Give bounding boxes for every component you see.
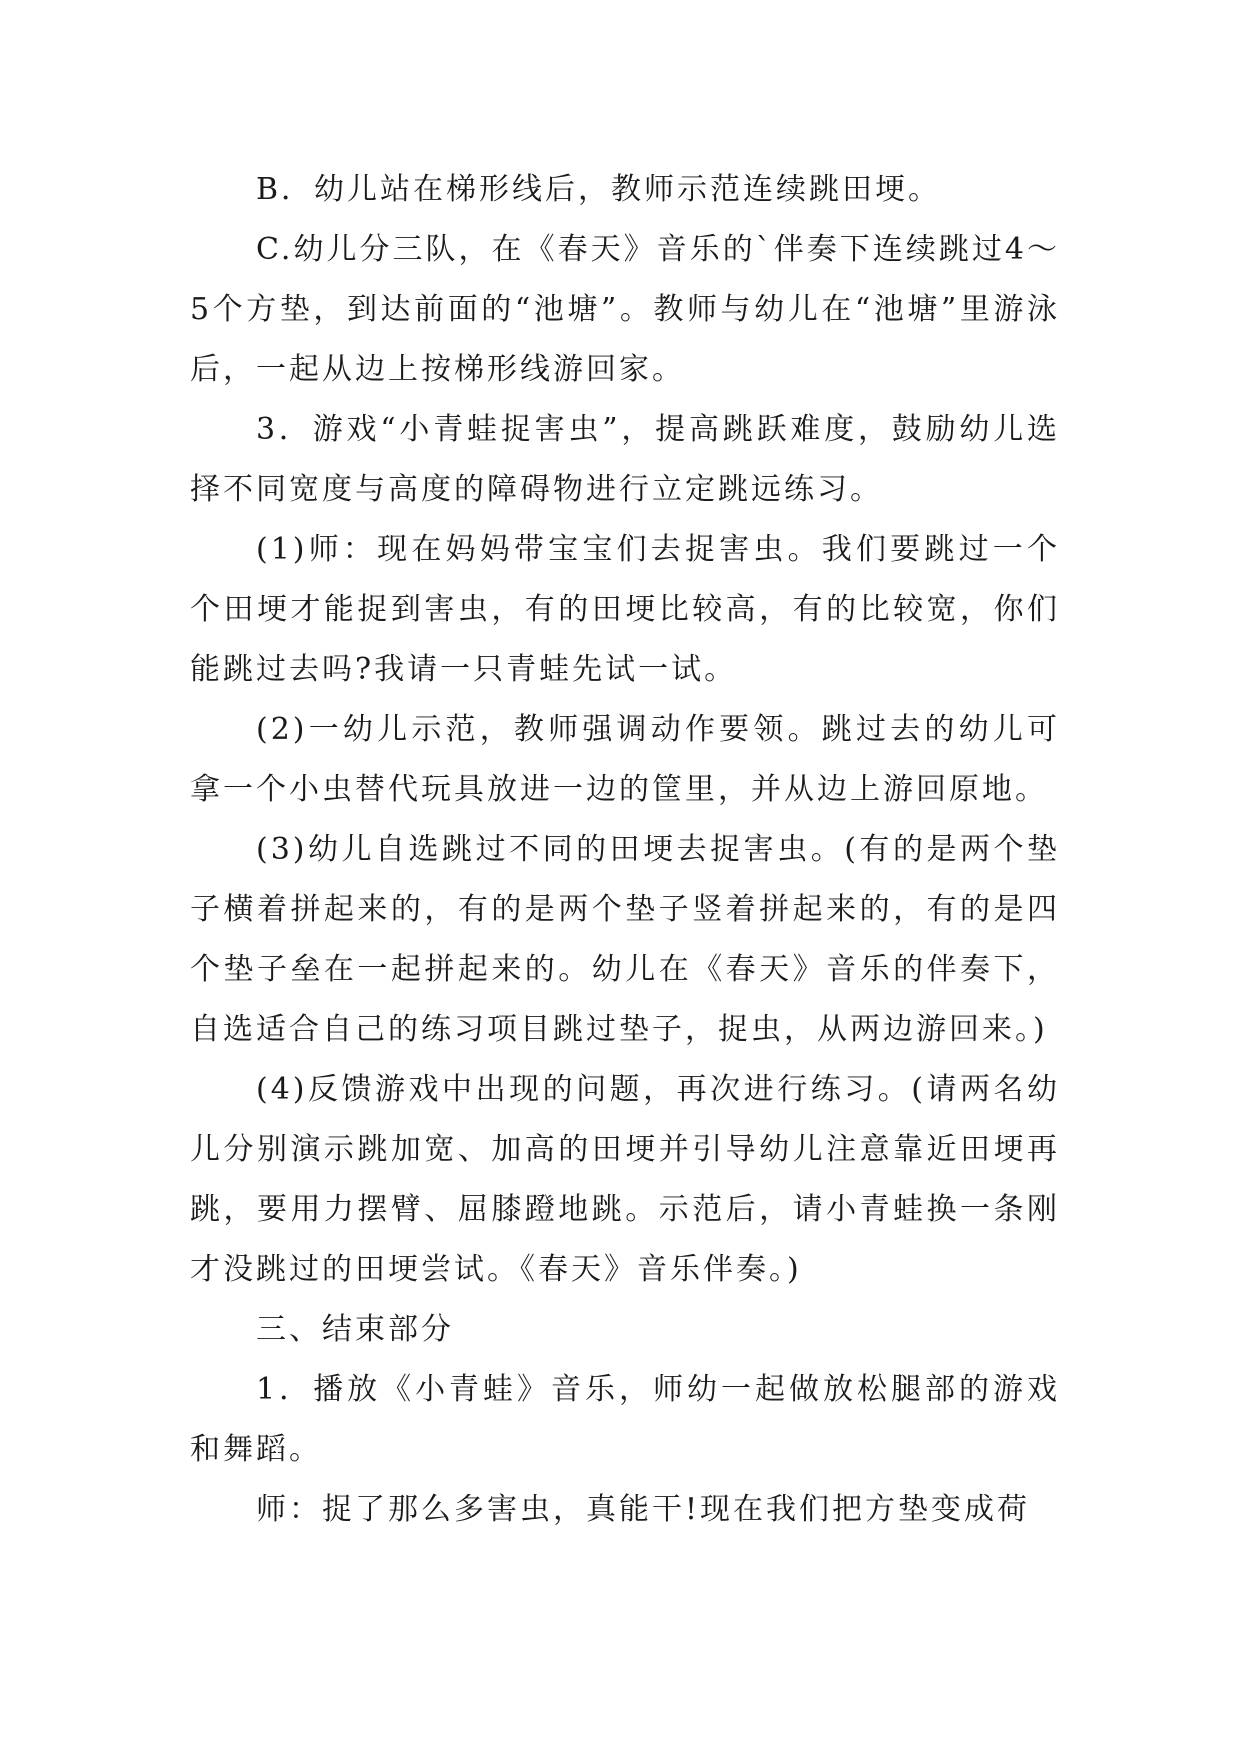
paragraph-item-2: (2)一幼儿示范，教师强调动作要领。跳过去的幼儿可拿一个小虫替代玩具放进一边的筐里，并从边上游回原地。 [190, 712, 1060, 807]
paragraph-item-1: (1)师：现在妈妈带宝宝们去捉害虫。我们要跳过一个个田埂才能捉到害虫，有的田埂比较高，有的比较宽，你们能跳过去吗?我请一只青蛙先试一试。 [190, 532, 1060, 687]
paragraph-teacher-line: 师：捉了那么多害虫，真能干!现在我们把方垫变成荷 [256, 1492, 1031, 1527]
paragraph-game-3: 3．游戏“小青蛙捉害虫”，提高跳跃难度，鼓励幼儿选择不同宽度与高度的障碍物进行立定跳远练习。 [190, 412, 1060, 507]
paragraph-step-b: B．幼儿站在梯形线后，教师示范连续跳田埂。 [256, 172, 942, 207]
section-heading-ending: 三、结束部分 [256, 1312, 454, 1347]
paragraph-ending-1: 1．播放《小青蛙》音乐，师幼一起做放松腿部的游戏和舞蹈。 [190, 1372, 1060, 1467]
paragraph-item-4: (4)反馈游戏中出现的问题，再次进行练习。(请两名幼儿分别演示跳加宽、加高的田埂并引导幼儿注意靠近田埂再跳，要用力摆臂、屈膝蹬地跳。示范后，请小青蛙换一条刚才没跳过的田埂尝试。《春天》音乐伴奏。) [190, 1072, 1060, 1287]
paragraph-item-3: (3)幼儿自选跳过不同的田埂去捉害虫。(有的是两个垫子横着拼起来的，有的是两个垫子竖着拼起来的，有的是四个垫子垒在一起拼起来的。幼儿在《春天》音乐的伴奏下，自选适合自己的练习项目跳过垫子，捉虫，从两边游回来。) [190, 832, 1060, 1047]
document-body [190, 160, 1060, 1540]
paragraph-step-c: C.幼儿分三队，在《春天》音乐的`伴奏下连续跳过4～5个方垫，到达前面的“池塘”。教师与幼儿在“池塘”里游泳后，一起从边上按梯形线游回家。 [190, 232, 1060, 387]
